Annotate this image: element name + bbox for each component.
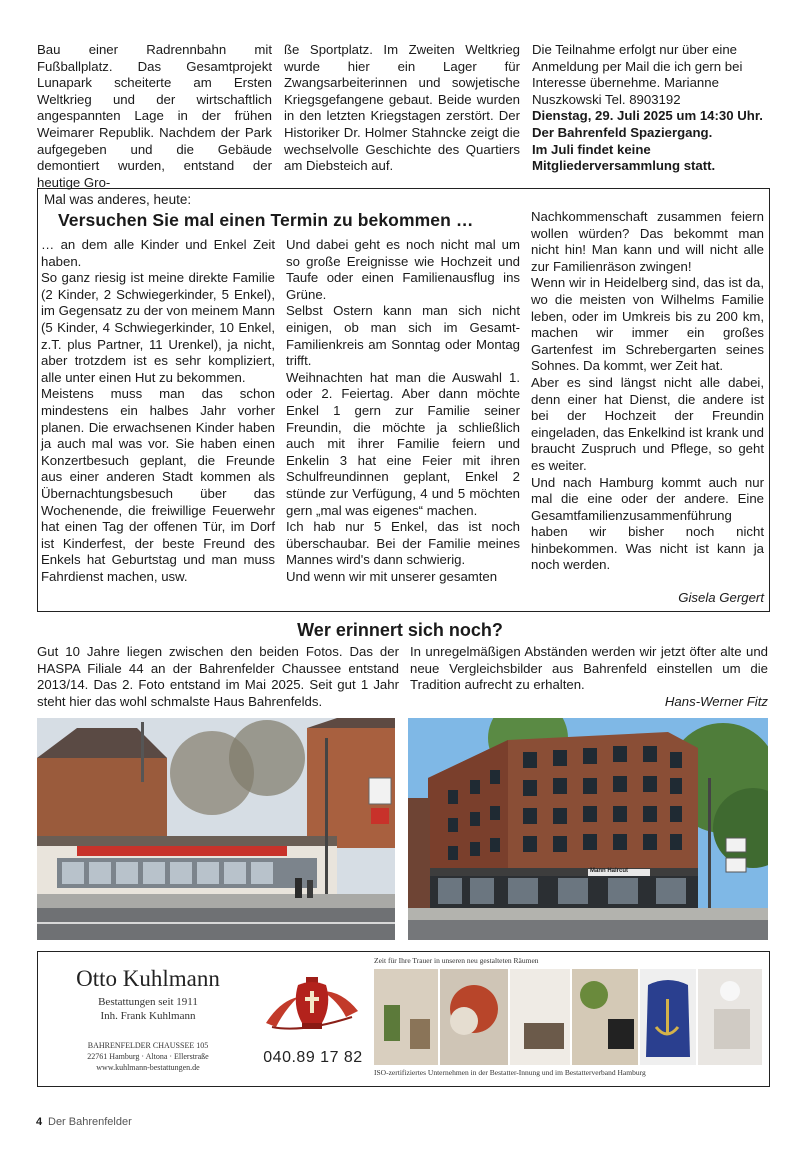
article-headline: Versuchen Sie mal einen Termin zu bekommen …: [58, 210, 474, 230]
ad-top-caption: Zeit für Ihre Trauer in unseren neu gestalteten Räumen: [374, 956, 539, 965]
article-col-2-p1: Und dabei geht es noch nicht mal um so große Ereignisse wie Hochzeit und Taufe oder einen Familienausflug ins Grüne.: [286, 237, 520, 302]
ad-tagline-2: Inh. Frank Kuhlmann: [100, 1010, 196, 1022]
ad-interior-photos: [374, 969, 762, 1065]
photo-old-haspa: [37, 718, 395, 940]
article-col-2: [286, 237, 520, 585]
publication-name: Der Bahrenfelder: [48, 1116, 132, 1128]
memory-col-2-text: In unregelmäßigen Abständen werden wir jetzt öfter alte und neue Vergleichsbilder aus Bahrenfeld einstellen um die Tradition aufrecht zu erhalten.: [410, 644, 768, 693]
photo-new-building-drawing: [408, 718, 768, 940]
ad-website: www.kuhlmann-bestattungen.de: [96, 1063, 200, 1072]
top-col-1-text: Bau einer Radrennbahn mit Fußballplatz. Das Gesamtprojekt Lunapark scheiterte am Ersten Weltkrieg und der wirtschaftlich angespannten Lage in der frühen Weimarer Republik. Nachdem der Park aufgegeben und die Gebäude demontiert wurden, entstand der heutige Gro-: [37, 42, 272, 190]
article-kicker: Mal was anderes, heute:: [44, 192, 192, 207]
ad-company-name: Otto Kuhlmann: [76, 966, 220, 991]
article-col-2-p4: Ich hab nur 5 Enkel, das ist noch überschaubar. Bei der Familie meines Mannes wird's dann schwierig.: [286, 519, 520, 568]
article-col-1: [41, 237, 275, 585]
article-author: Gisela Gergert: [678, 590, 764, 605]
top-col-2-text: ße Sportplatz. Im Zweiten Weltkrieg wurde hier ein Lager für Zwangsarbeiterinnen und sowjetische Kriegsgefangene gebaut. Beide wurden in den letzten Kriegstagen zerstört. Der Historiker Dr. Holmer Stahncke zeigt die wechselvolle Geschichte des Quartiers am Diebsteich auf.: [284, 42, 520, 174]
no-meeting-note: Im Juli findet keine Mitgliederversammlung statt.: [532, 141, 716, 174]
ad-address-2: 22761 Hamburg · Altona · Ellerstraße: [87, 1052, 209, 1061]
article-col-3-p3: Aber es sind längst nicht alle dabei, denn einer hat Dienst, die andere ist bei der Hochzeit der Freundin eingeladen, das Enkelkind ist krank und braucht Zuspruch und Pflege, so geht es weiter.: [531, 374, 764, 473]
ad-bottom-caption: ISO-zertifiziertes Unternehmen in der Bestatter-Innung und im Bestatterverband Hamburg: [374, 1068, 646, 1077]
photo-old-haspa-drawing: [37, 718, 395, 940]
article-col-1-p3: Meistens muss man das schon mindestens ein halbes Jahr vorher planen. Die erwachsenen Kinder haben ja auch mal was vor. Sie haben einen Konzertbesuch geplant, die Freunde aus einer anderen Stadt kommen als Übernachtungsbesuch über das Wochenende, die freiwillige Feuerwehr hat einen Tag der offenen Tür, im Dorf ist Kinderfest, der beste Freund des Enkels hat Geburtstag und man muss Fahrdienst machen, usw.: [41, 386, 275, 584]
photo-new-building: [408, 718, 768, 940]
article-col-3-p4: Und nach Hamburg kommt auch nur mal die eine oder der andere. Eine Gesamtfamilienzusammenführung haben wir bisher noch nicht hinbekommen. Was nicht ist kann ja noch werden.: [531, 474, 764, 573]
memory-col-1: [37, 644, 399, 710]
memory-col-1-text: Gut 10 Jahre liegen zwischen den beiden Fotos. Das der HASPA Filiale 44 an der Bahrenfelder Chaussee entstand 2013/14. Das 2. Foto entstand im Mai 2025. Seit gut 1 Jahr steht hier das wohl schmalste Haus Bahrenfelds.: [37, 644, 399, 709]
memory-col-2: [410, 644, 768, 710]
urn-cross-icon: [262, 971, 362, 1041]
top-col-3: [532, 42, 768, 175]
article-col-2-p2: Selbst Ostern kann man sich nicht einigen, ob man sich im Gesamt-Familienkreis am Sonntag oder Montag trifft.: [286, 303, 520, 369]
memory-headline: Wer erinnert sich noch?: [297, 620, 503, 640]
ad-tagline-1: Bestattungen seit 1911: [98, 996, 198, 1008]
article-col-3: [531, 209, 764, 574]
ad-interior-drawing: [374, 969, 762, 1065]
article-col-1-p2: So ganz riesig ist meine direkte Familie (2 Kinder, 2 Schwiegerkinder, 5 Enkel), im Gegensatz zu der von meinem Mann (5 Kinder, 4 Schwiegerkinder, 10 Enkel, z.T. plus Partner, 11 Urenkel), ja nicht, aber trotzdem ist es sehr kompliziert, alle unter einen Hut zu bekommen.: [41, 270, 275, 385]
ad-phone: 040.89 17 82: [263, 1049, 363, 1066]
top-col-1: [37, 42, 272, 191]
article-col-1-p1: … an dem alle Kinder und Enkel Zeit haben.: [41, 237, 275, 269]
photo-new-shop-sign: Mann Haircut: [590, 868, 629, 874]
urn-logo: [262, 971, 362, 1041]
article-col-3-p2: Wenn wir in Heidelberg sind, das ist da, wo die meisten von Wilhelms Familie leben, oder im Umkreis bis zu 200 km, machen wir immer ein großes Gartenfest im Schrebergarten seines Sohnes. Da kommt, wer Zeit hat.: [531, 275, 764, 374]
article-col-3-p1: Nachkommenschaft zusammen feiern wollen würden? Das bekommt man nicht hin! Man kann und will nicht alle zur Familienräson zwingen!: [531, 209, 764, 274]
article-col-2-p3: Weihnachten hat man die Auswahl 1. oder 2. Feiertag. Aber dann möchte Enkel 1 gern zur Familie seiner Freundin, die möchte ja schließlich auch mit ihrer Familie feiern und Enkelin 3 hat eine Feier mit ihren Schulfreundinnen geplant, Enkel 2 stünde zur Verfügung, 4 und 5 möchten gern „mal was eigenes“ machen.: [286, 369, 520, 518]
ad-address-1: BAHRENFELDER CHAUSSEE 105: [87, 1041, 209, 1050]
memory-author: Hans-Werner Fitz: [664, 693, 768, 709]
event-date: Dienstag, 29. Juli 2025 um 14:30 Uhr. Der Bahrenfeld Spaziergang.: [532, 108, 763, 140]
top-col-3-text: Die Teilnahme erfolgt nur über eine Anmeldung per Mail die ich gern bei Interesse übernehme. Marianne Nuszkowski Tel. 8903192: [532, 42, 743, 107]
top-col-2: [284, 42, 520, 175]
page-number: 4: [36, 1116, 43, 1128]
article-col-2-p5: Und wenn wir mit unserer gesamten: [286, 568, 498, 584]
